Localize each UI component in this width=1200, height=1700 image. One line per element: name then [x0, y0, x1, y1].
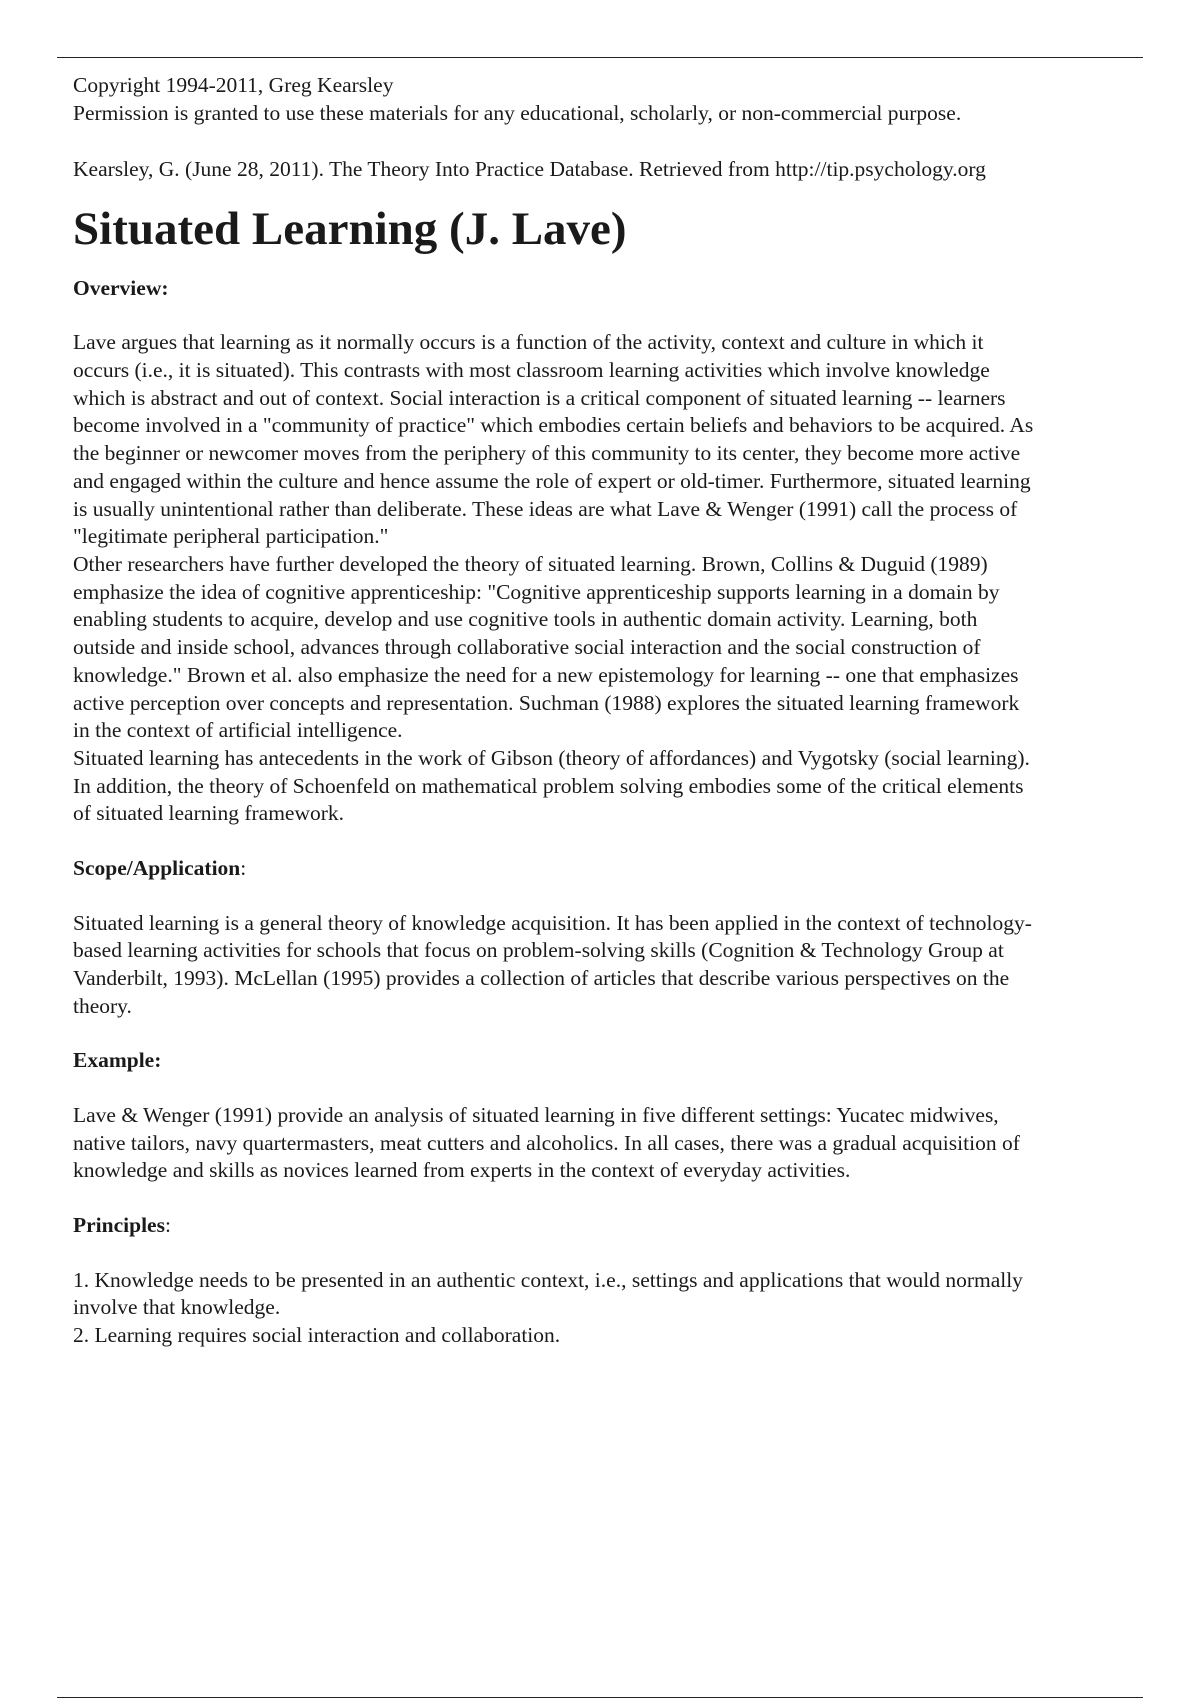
paragraph-line: Lave & Wenger (1991) provide an analysis of situated learning in five different settings: Yucatec midwives,: [73, 1103, 999, 1128]
principle-item-continuation: involve that knowledge.: [73, 1295, 281, 1320]
paragraph-line: outside and inside school, advances through collaborative social interaction and the social construction of: [73, 635, 981, 660]
principle-item: 1. Knowledge needs to be presented in an authentic context, i.e., settings and applications that would normally: [73, 1267, 1023, 1292]
overview-paragraph-1: [73, 329, 1163, 551]
overview-paragraph-3: [73, 745, 1163, 828]
scope-heading-label: Scope/Application: [73, 856, 241, 881]
paragraph-line: knowledge." Brown et al. also emphasize the need for a new epistemology for learning -- one that emphasizes: [73, 662, 1019, 687]
paragraph-line: Vanderbilt, 1993). McLellan (1995) provides a collection of articles that describe various perspectives on the: [73, 966, 1010, 991]
paragraph-line: is usually unintentional rather than deliberate. These ideas are what Lave & Wenger (1991) call the process of: [73, 496, 1018, 521]
paragraph-line: the beginner or newcomer moves from the periphery of this community to its center, they become more active: [73, 441, 1021, 466]
example-paragraph: [73, 1102, 1163, 1185]
principle-item: 2. Learning requires social interaction and collaboration.: [73, 1323, 561, 1348]
permission-line: Permission is granted to use these materials for any educational, scholarly, or non-commercial purpose.: [73, 100, 962, 125]
overview-heading-label: Overview:: [73, 275, 169, 300]
scope-heading-colon: :: [240, 856, 247, 881]
page-title: Situated Learning (J. Lave): [73, 202, 627, 255]
paragraph-line: of situated learning framework.: [73, 801, 345, 826]
scope-paragraph: [73, 910, 1163, 1021]
paragraph-line: occurs (i.e., it is situated). This contrasts with most classroom learning activities which involve knowledge: [73, 358, 990, 383]
copyright-line: Copyright 1994-2011, Greg Kearsley: [73, 73, 394, 97]
paragraph-line: and engaged within the culture and hence assume the role of expert or old-timer. Furthermore, situated learning: [73, 468, 1031, 493]
paragraph-line: Lave argues that learning as it normally occurs is a function of the activity, context and culture in which it: [73, 330, 984, 355]
paragraph-line: "legitimate peripheral participation.": [73, 524, 389, 549]
overview-heading: [73, 275, 1163, 303]
paragraph-line: emphasize the idea of cognitive apprenticeship: "Cognitive apprenticeship supports learning in a domain by: [73, 579, 1000, 604]
paragraph-line: in the context of artificial intelligence.: [73, 718, 403, 743]
paragraph-line: based learning activities for schools that focus on problem-solving skills (Cognition & Technology Group at: [73, 938, 1004, 963]
example-heading-label: Example:: [73, 1048, 162, 1073]
principles-list: [73, 1267, 1163, 1350]
scope-heading: [73, 855, 1163, 883]
bottom-rule: [57, 1697, 1143, 1698]
document-body: [73, 72, 1163, 1350]
overview-paragraph-2: [73, 551, 1163, 745]
principles-heading: [73, 1212, 1163, 1240]
paragraph-line: enabling students to acquire, develop and use cognitive tools in authentic domain activity. Learning, both: [73, 607, 978, 632]
citation-line: Kearsley, G. (June 28, 2011). The Theory Into Practice Database. Retrieved from http://tip.psychology.org: [73, 157, 986, 182]
paragraph-line: theory.: [73, 993, 132, 1018]
paragraph-line: Other researchers have further developed the theory of situated learning. Brown, Collins & Duguid (1989): [73, 552, 988, 576]
paragraph-line: become involved in a "community of practice" which embodies certain beliefs and behaviors to be acquired. As: [73, 413, 1034, 438]
paragraph-line: Situated learning has antecedents in the work of Gibson (theory of affordances) and Vygotsky (social learning).: [73, 745, 1030, 770]
paragraph-line: active perception over concepts and representation. Suchman (1988) explores the situated learning framework: [73, 690, 1020, 715]
principles-heading-colon: :: [164, 1213, 171, 1238]
paragraph-line: knowledge and skills as novices learned from experts in the context of everyday activities.: [73, 1158, 851, 1183]
top-rule: [57, 57, 1143, 58]
paragraph-line: Situated learning is a general theory of knowledge acquisition. It has been applied in the context of technology-: [73, 910, 1032, 935]
principles-heading-label: Principles: [73, 1213, 165, 1238]
example-heading: [73, 1047, 1163, 1075]
paragraph-line: which is abstract and out of context. Social interaction is a critical component of situated learning -- learners: [73, 385, 1006, 410]
paragraph-line: native tailors, navy quartermasters, meat cutters and alcoholics. In all cases, there was a gradual acquisition of: [73, 1130, 1020, 1155]
paragraph-line: In addition, the theory of Schoenfeld on mathematical problem solving embodies some of the critical elements: [73, 773, 1024, 798]
